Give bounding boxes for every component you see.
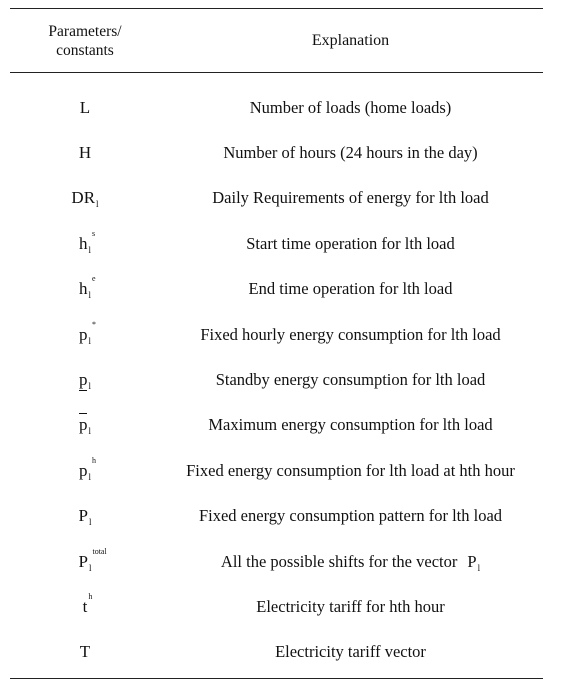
parameter-symbol bbox=[10, 415, 160, 435]
table-row bbox=[10, 403, 543, 448]
parameter-explanation: Fixed hourly energy consumption for lth load bbox=[200, 324, 501, 344]
parameter-explanation: Number of hours (24 hours in the day) bbox=[223, 143, 478, 163]
header-explanation: Explanation bbox=[311, 31, 390, 49]
symbol-base: L bbox=[79, 97, 91, 117]
symbol-base: p bbox=[78, 460, 88, 480]
parameter-explanation: Fixed energy consumption pattern for lth load bbox=[198, 506, 503, 526]
symbol-base: h bbox=[78, 233, 88, 253]
symbol-superscript: s bbox=[92, 228, 96, 238]
parameter-symbol bbox=[10, 188, 160, 208]
symbol-subscript: l bbox=[88, 562, 92, 573]
symbol-superscript: * bbox=[92, 319, 96, 329]
table-row bbox=[10, 85, 543, 130]
symbol-subscript: l bbox=[96, 199, 99, 210]
parameter-symbol bbox=[10, 506, 160, 526]
table-row bbox=[10, 630, 543, 675]
symbol-superscript: total bbox=[92, 546, 107, 556]
symbol-base: T bbox=[79, 642, 91, 662]
symbol-base: p bbox=[78, 370, 88, 390]
table-row bbox=[10, 448, 543, 493]
table-row bbox=[10, 267, 543, 312]
symbol-superscript: h bbox=[88, 591, 93, 601]
symbol-base: DR bbox=[71, 188, 96, 208]
parameter-symbol bbox=[10, 591, 160, 617]
table-header bbox=[10, 9, 543, 72]
parameter-explanation: Electricity tariff for hth hour bbox=[256, 596, 445, 616]
symbol-superscript: h bbox=[92, 455, 96, 465]
table-row bbox=[10, 539, 543, 584]
table-row bbox=[10, 221, 543, 266]
symbol-base: H bbox=[78, 143, 92, 163]
inline-vector-symbol: $P_l$ bbox=[467, 551, 481, 573]
header-parameters-line1: Parameters/ bbox=[48, 22, 122, 40]
symbol-base: t bbox=[82, 596, 88, 616]
symbol-base: P bbox=[78, 551, 88, 571]
parameter-symbol bbox=[10, 228, 160, 255]
symbol-subscript: l bbox=[88, 335, 91, 346]
table-row bbox=[10, 584, 543, 629]
header-parameters-line2: constants bbox=[56, 41, 114, 59]
table-body bbox=[10, 85, 543, 675]
table-row bbox=[10, 130, 543, 175]
parameter-explanation: Standby energy consumption for lth load bbox=[215, 370, 486, 390]
parameter-explanation: End time operation for lth load bbox=[248, 279, 453, 299]
parameter-explanation: Daily Requirements of energy for lth load bbox=[212, 188, 489, 208]
symbol-base: p bbox=[78, 324, 88, 344]
parameter-symbol bbox=[10, 455, 160, 482]
symbol-subscript: l bbox=[88, 381, 91, 392]
symbol-subscript: l bbox=[88, 244, 91, 255]
parameter-symbol bbox=[10, 98, 160, 118]
header-parameters bbox=[10, 22, 160, 60]
parameter-explanation: Start time operation for lth load bbox=[246, 233, 455, 253]
symbol-subscript: l bbox=[88, 517, 92, 528]
parameters-table bbox=[10, 8, 543, 679]
parameter-symbol bbox=[10, 274, 160, 301]
table-row bbox=[10, 494, 543, 539]
parameter-symbol bbox=[10, 319, 160, 346]
table-row bbox=[10, 176, 543, 221]
parameter-explanation: Fixed energy consumption for lth load at hth hour bbox=[186, 460, 515, 480]
parameter-explanation: Number of loads (home loads) bbox=[249, 97, 452, 117]
table-row bbox=[10, 357, 543, 402]
symbol-subscript: l bbox=[88, 290, 91, 301]
parameter-explanation: Electricity tariff vector bbox=[275, 642, 426, 662]
symbol-base: p bbox=[78, 415, 88, 435]
symbol-subscript: l bbox=[88, 471, 91, 482]
parameter-explanation: Maximum energy consumption for lth load bbox=[208, 415, 493, 435]
parameter-symbol bbox=[10, 642, 160, 662]
parameter-symbol bbox=[10, 370, 160, 390]
symbol-superscript: e bbox=[92, 274, 96, 284]
symbol-subscript: l bbox=[88, 426, 91, 437]
symbol-base: h bbox=[78, 279, 88, 299]
parameter-explanation: All the possible shifts for the vector $P_l$ bbox=[220, 551, 481, 573]
bottom-rule bbox=[10, 678, 543, 679]
parameter-symbol bbox=[10, 143, 160, 163]
parameter-symbol bbox=[10, 546, 160, 573]
symbol-base: P bbox=[78, 506, 88, 526]
table-row bbox=[10, 312, 543, 357]
